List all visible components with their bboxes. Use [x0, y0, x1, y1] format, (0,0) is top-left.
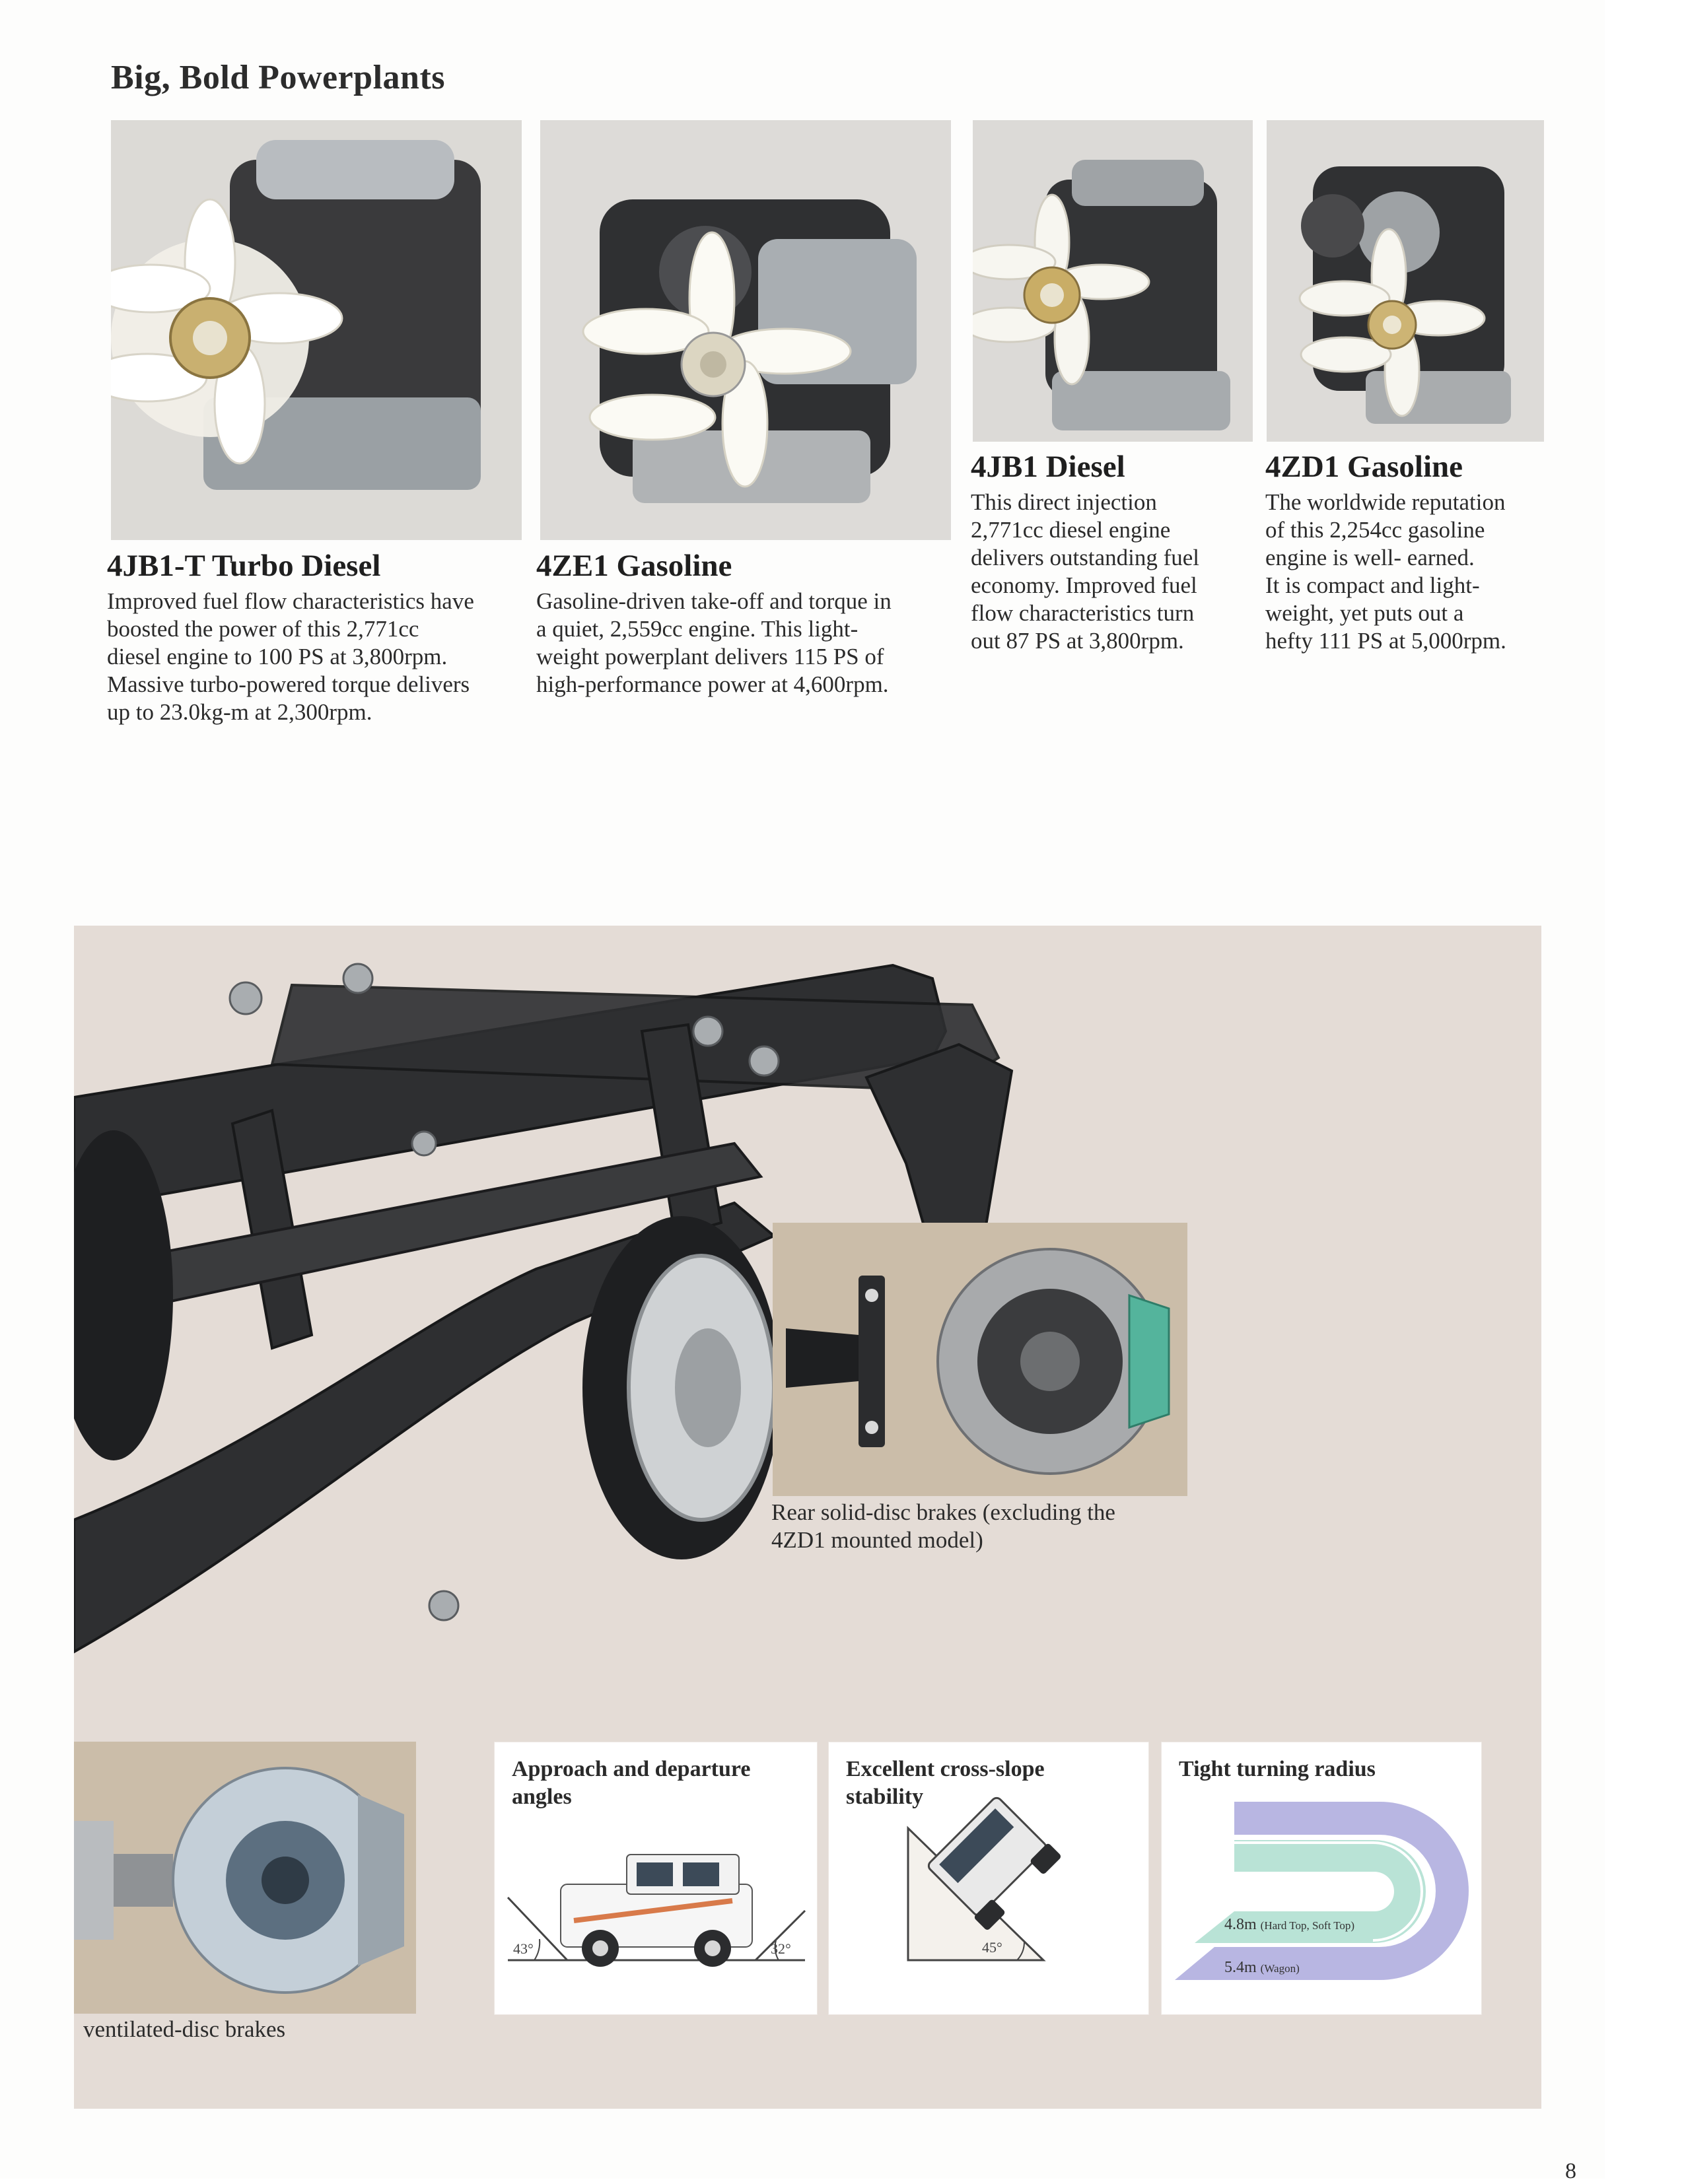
desc-line: boosted the power of this 2,771cc: [107, 616, 419, 642]
engine-desc-4jb1t: [107, 588, 523, 726]
engine-desc-4ze1: [536, 588, 959, 699]
engine-title-4ze1: 4ZE1 Gasoline: [536, 549, 732, 583]
cross-slope-card: [828, 1742, 1149, 2015]
engine-title-4jb1t: 4JB1-T Turbo Diesel: [107, 549, 381, 583]
desc-line: high-performance power at 4,600rpm.: [536, 671, 889, 697]
approach-diagram: [495, 1742, 817, 2014]
title-line: angles: [512, 1785, 572, 1809]
slope-angle: 45°: [982, 1939, 1002, 1956]
desc-line: This direct injection: [971, 489, 1157, 515]
title-line: Excellent cross-slope: [846, 1757, 1045, 1781]
engine-photo-4zd1: [1267, 120, 1544, 442]
front-brake-photo: [74, 1742, 416, 2014]
desc-line: engine is well- earned.: [1265, 545, 1475, 570]
rear-brake-photo: [773, 1223, 1187, 1496]
page-heading: Big, Bold Powerplants: [111, 59, 445, 96]
engine-photo-4ze1: [540, 120, 951, 540]
caption-line: 4ZD1 mounted model): [771, 1527, 983, 1553]
desc-line: up to 23.0kg-m at 2,300rpm.: [107, 699, 372, 725]
title-line: Approach and departure: [512, 1757, 751, 1781]
engine-title-4jb1: 4JB1 Diesel: [971, 450, 1125, 484]
radius-value: 5.4m: [1224, 1959, 1257, 1976]
desc-line: diesel engine to 100 PS at 3,800rpm.: [107, 644, 448, 669]
turning-diagram: [1162, 1742, 1481, 2014]
card-title: Tight turning radius: [1179, 1757, 1376, 1781]
radius-value: 4.8m: [1224, 1916, 1257, 1933]
desc-line: of this 2,254cc gasoline: [1265, 517, 1485, 543]
desc-line: weight, yet puts out a: [1265, 600, 1464, 626]
desc-line: a quiet, 2,559cc engine. This light-: [536, 616, 859, 642]
departure-angle: 32°: [771, 1940, 791, 1957]
engine-title-4zd1: 4ZD1 Gasoline: [1265, 450, 1463, 484]
desc-line: It is compact and light-: [1265, 572, 1480, 598]
desc-line: hefty 111 PS at 5,000rpm.: [1265, 628, 1506, 654]
desc-line: Improved fuel flow characteristics have: [107, 588, 474, 614]
desc-line: Gasoline-driven take-off and torque in: [536, 588, 892, 614]
engine-desc-4jb1: [971, 489, 1261, 655]
page-edge: [1605, 0, 1684, 2179]
desc-line: weight powerplant delivers 115 PS of: [536, 644, 884, 669]
desc-line: delivers outstanding fuel: [971, 545, 1200, 570]
desc-line: economy. Improved fuel: [971, 572, 1197, 598]
title-line: stability: [846, 1785, 924, 1809]
desc-line: The worldwide reputation: [1265, 489, 1506, 515]
desc-line: Massive turbo-powered torque delivers: [107, 671, 470, 697]
desc-line: flow characteristics turn: [971, 600, 1195, 626]
approach-angles-card: [494, 1742, 818, 2015]
desc-line: out 87 PS at 3,800rpm.: [971, 628, 1184, 654]
radius-note: (Wagon): [1260, 1962, 1300, 1975]
engine-photo-4jb1: [973, 120, 1253, 442]
engine-desc-4zd1: [1265, 489, 1556, 655]
slope-diagram: [829, 1742, 1148, 2014]
rear-brake-caption: [771, 1499, 1207, 1554]
approach-angle: 43°: [513, 1940, 534, 1957]
radius-note: (Hard Top, Soft Top): [1260, 1919, 1355, 1932]
caption-line: Rear solid-disc brakes (excluding the: [771, 1499, 1115, 1525]
turning-radius-card: [1161, 1742, 1482, 2015]
engine-photo-4jb1t: [111, 120, 522, 540]
desc-line: 2,771cc diesel engine: [971, 517, 1171, 543]
page-number: 8: [1565, 2159, 1576, 2183]
front-brake-caption: ventilated-disc brakes: [83, 2016, 286, 2042]
